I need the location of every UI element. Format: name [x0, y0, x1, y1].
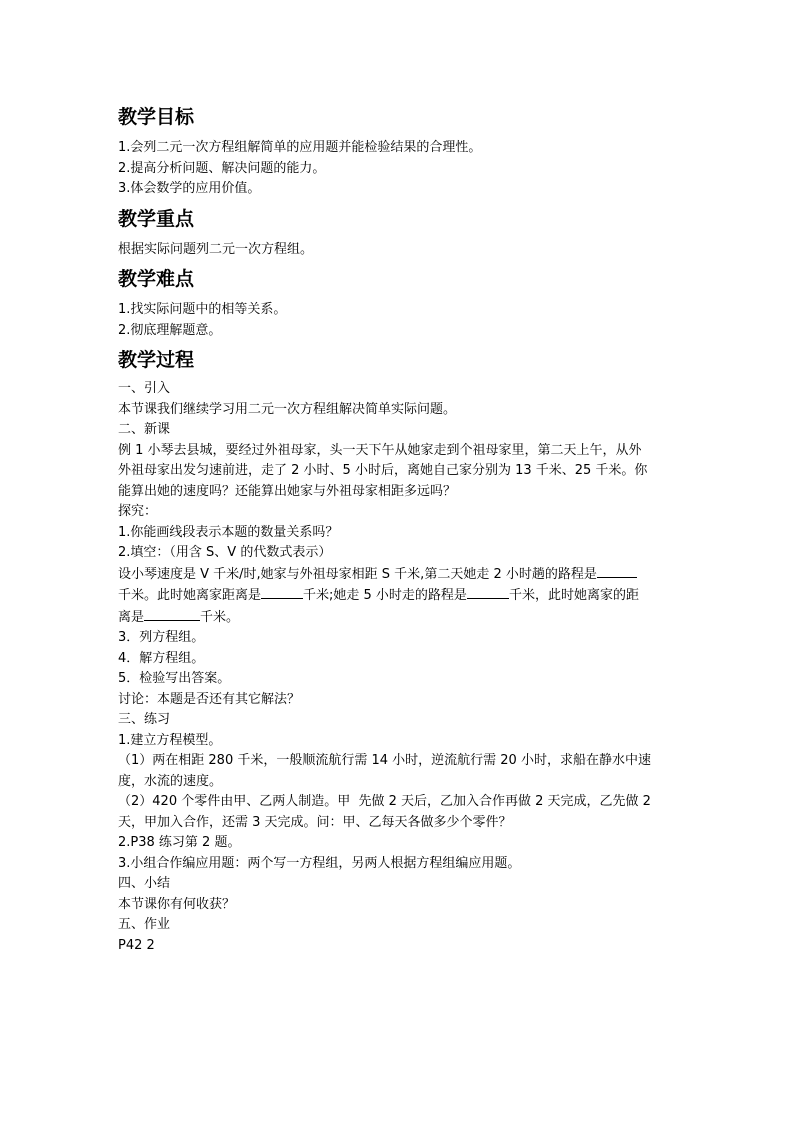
- question-2: 2.填空：（用含 S、V 的代数式表示）: [118, 545, 332, 560]
- fill-text-1a: 设小琴速度是 V 千米/时,她家与外祖母家相距 S 千米,第二天她走 2 小时趟的路程是: [118, 566, 597, 582]
- difficulty-item-2: 2.彻底理解题意。: [118, 322, 222, 338]
- fill-text-2c: 千米，此时她离家的距: [508, 588, 639, 603]
- example-line-2: 外祖母家出发匀速前进，走了 2 小时、5 小时后，离她自己家分别为 13 千米、25 千米。你: [118, 463, 648, 478]
- question-1: 1.你能画线段表示本题的数量关系吗？: [118, 524, 339, 540]
- document-page: [118, 100, 678, 956]
- new-lesson-heading: 二、新课: [118, 422, 171, 437]
- fill-text-2a: 千米。此时她离家距离是: [118, 588, 262, 603]
- discussion: 讨论：本题是否还有其它解法？: [118, 691, 301, 707]
- fill-line-3: [118, 607, 678, 629]
- section-title-goals: 教学目标: [118, 106, 195, 128]
- key-item-1: 根据实际问题列二元一次方程组。: [118, 241, 314, 257]
- homework-heading: 五、作业: [118, 917, 171, 932]
- fill-blank-2: [261, 585, 303, 599]
- step-3: 3．列方程组。: [118, 630, 205, 645]
- example-line-1: 例 1 小琴去县城，要经过外祖母家，头一天下午从她家走到个祖母家里，第二天上午，从外: [118, 442, 642, 458]
- summary-text: 本节课你有何收获？: [118, 896, 236, 912]
- practice-heading: 三、练习: [118, 712, 171, 727]
- fill-line-1: [118, 564, 678, 586]
- practice-1a-line-1: （1）两在相距 280 千米，一般顺流航行需 14 小时，逆流航行需 20 小时，求船在静水中速: [118, 753, 651, 768]
- section-title-key: 教学重点: [118, 207, 195, 230]
- goal-item-1: 1.会列二元一次方程组解简单的应用题并能检验结果的合理性。: [118, 140, 482, 155]
- goal-item-2: 2.提高分析问题、解决问题的能力。: [118, 160, 326, 176]
- fill-line-2: [118, 585, 678, 607]
- step-5: 5．检验写出答案。: [118, 671, 231, 686]
- practice-1: 1.建立方程模型。: [118, 732, 222, 748]
- fill-text-3b: 千米。: [200, 609, 240, 625]
- difficulty-item-1: 1.找实际问题中的相等关系。: [118, 302, 287, 317]
- intro-text: 本节课我们继续学习用二元一次方程组解决简单实际问题。: [118, 401, 457, 417]
- fill-blank-1: [597, 564, 637, 578]
- summary-heading: 四、小结: [118, 876, 171, 891]
- fill-blank-3: [467, 585, 509, 599]
- section-title-difficulty: 教学难点: [118, 268, 195, 290]
- explore-label: 探究：: [118, 504, 158, 519]
- intro-heading: 一、引入: [118, 381, 171, 396]
- practice-2: 2.P38 练习第 2 题。: [118, 835, 241, 850]
- fill-text-3a: 离是: [118, 609, 145, 625]
- practice-1a-line-2: 度，水流的速度。: [118, 773, 223, 789]
- practice-3: 3.小组合作编应用题：两个写一方程组，另两人根据方程组编应用题。: [118, 855, 521, 871]
- fill-text-2b: 千米;她走 5 小时走的路程是: [303, 588, 467, 603]
- section-title-process: 教学过程: [118, 349, 195, 371]
- step-4: 4．解方程组。: [118, 650, 205, 666]
- goal-item-3: 3.体会数学的应用价值。: [118, 181, 261, 196]
- fill-blank-4: [144, 607, 200, 621]
- example-line-3: 能算出她的速度吗？还能算出她家与外祖母家相距多远吗？: [118, 483, 457, 499]
- practice-1b-line-1: （2）420 个零件由甲、乙两人制造。甲 先做 2 天后，乙加入合作再做 2 天完成，乙先做 2: [118, 794, 651, 809]
- homework-text: P42 2: [118, 937, 155, 953]
- practice-1b-line-2: 天，甲加入合作，还需 3 天完成。问：甲、乙每天各做多少个零件？: [118, 814, 512, 830]
